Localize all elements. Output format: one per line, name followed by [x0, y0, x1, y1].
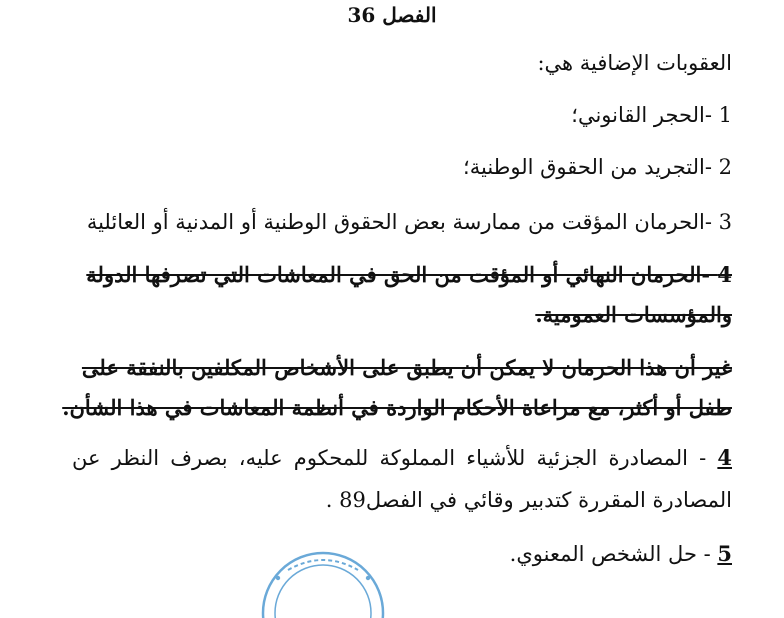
item-2: 2 -التجريد من الحقوق الوطنية؛	[463, 155, 732, 179]
item-4-struck-line-1: 4 -الحرمان النهائي أو المؤقت من الحق في المعاشات التي تصرفها الدولة	[86, 262, 732, 287]
official-stamp-icon	[248, 538, 398, 618]
article-title: الفصل 36	[347, 3, 437, 27]
item-new-5-text: - حل الشخص المعنوي.	[509, 542, 718, 566]
item-new-4-line-2: المصادرة المقررة كتدبير وقائي في الفصل89 .	[325, 488, 732, 512]
intro-line: العقوبات الإضافية هي:	[537, 51, 732, 75]
item-1: 1 -الحجر القانوني؛	[571, 103, 732, 127]
item-new-4-text: - المصادرة الجزئية للأشياء المملوكة للمحكوم عليه، بصرف النظر عن	[72, 446, 718, 470]
item-4-struck-line-2: والمؤسسات العمومية.	[535, 302, 732, 327]
exception-struck-line-2: طفل أو أكثر، مع مراعاة الأحكام الواردة في أنظمة المعاشات في هذا الشأن.	[62, 395, 732, 420]
item-new-4-number: 4	[717, 445, 732, 470]
exception-struck-line-1: غير أن هذا الحرمان لا يمكن أن يطبق على الأشخاص المكلفين بالنفقة على	[81, 355, 732, 380]
item-new-5	[510, 539, 732, 569]
item-new-5-number: 5	[717, 541, 732, 566]
item-3: 3 -الحرمان المؤقت من ممارسة بعض الحقوق الوطنية أو المدنية أو العائلية	[86, 210, 732, 234]
item-new-4-line-1	[72, 443, 732, 473]
